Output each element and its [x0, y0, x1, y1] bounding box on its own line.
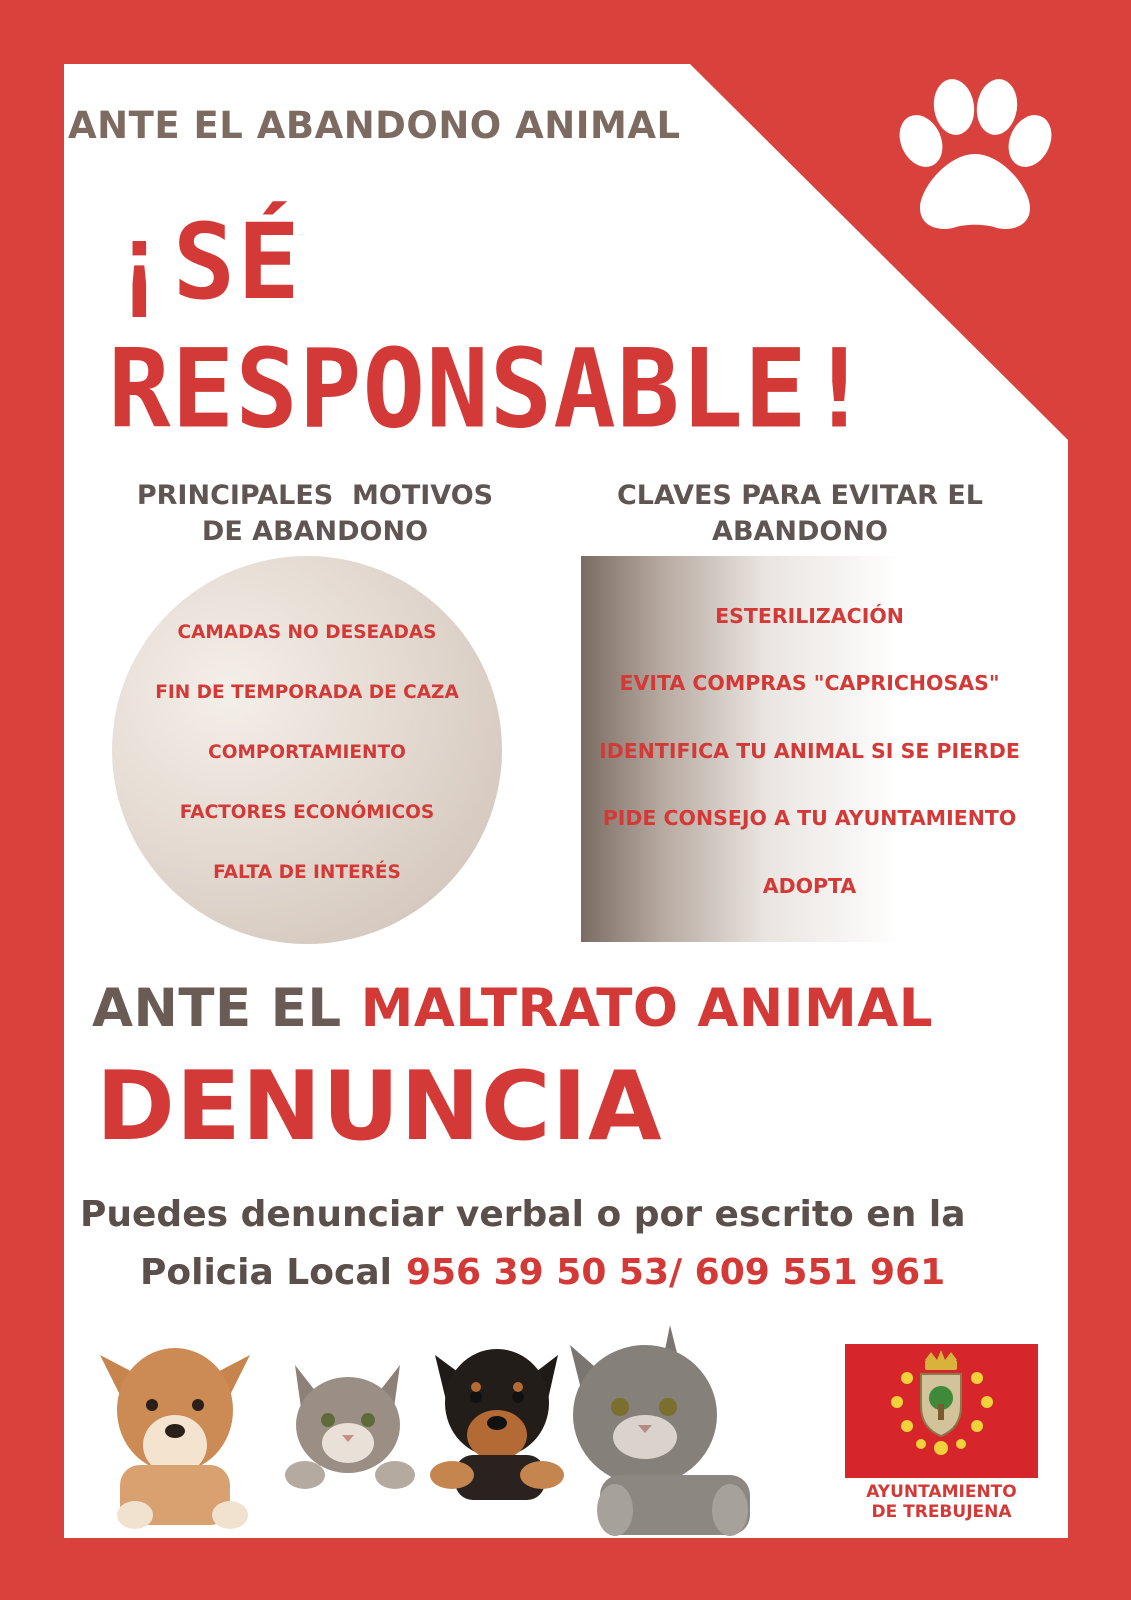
claves-item: IDENTIFICA TU ANIMAL SI SE PIERDE	[599, 739, 1020, 763]
phone-numbers: 956 39 50 53/ 609 551 961	[405, 1252, 946, 1293]
info-line-2	[140, 1252, 945, 1293]
claves-item: ADOPTA	[762, 874, 857, 898]
black-tan-puppy	[430, 1349, 564, 1500]
claves-title-line-2: ABANDONO	[712, 516, 888, 547]
tabby-cat	[285, 1365, 415, 1489]
dogs-and-cats-illustration	[80, 1325, 800, 1540]
denuncia-title: DENUNCIA	[96, 1052, 663, 1162]
claves-item: ESTERILIZACIÓN	[715, 604, 904, 628]
claves-title-line-1: CLAVES PARA EVITAR EL	[616, 480, 983, 511]
motivos-item: FALTA DE INTERÉS	[213, 862, 401, 883]
claves-title	[580, 478, 1020, 550]
motivos-title-line-2: DE ABANDONO	[201, 516, 429, 547]
info-policia: Policia Local	[140, 1252, 392, 1293]
headline-line-1: ¡SÉ	[108, 201, 302, 323]
paw-print-icon	[890, 76, 1060, 236]
info-line-1: Puedes denunciar verbal o por escrito en la	[80, 1194, 966, 1235]
motivos-title	[100, 478, 530, 550]
logo-flag	[845, 1344, 1038, 1478]
maltrato-title	[92, 978, 933, 1039]
ayuntamiento-logo	[845, 1344, 1038, 1534]
gray-cat	[570, 1325, 750, 1536]
logo-line-2: DE TREBUJENA	[871, 1502, 1012, 1522]
claves-item: PIDE CONSEJO A TU AYUNTAMIENTO	[602, 806, 1017, 830]
motivos-item: FIN DE TEMPORADA DE CAZA	[155, 682, 459, 703]
logo-text	[845, 1482, 1038, 1522]
motivos-item: FACTORES ECONÓMICOS	[179, 802, 435, 823]
tan-dog	[100, 1348, 250, 1529]
coat-of-arms-icon	[845, 1344, 1038, 1478]
motivos-item: COMPORTAMIENTO	[208, 742, 406, 763]
maltrato-prefix: ANTE EL	[92, 978, 361, 1039]
logo-line-1: AYUNTAMIENTO	[866, 1482, 1017, 1502]
maltrato-highlight: MALTRATO ANIMAL	[360, 978, 934, 1039]
headline-line-2: RESPONSABLE!	[108, 324, 872, 453]
claves-item: EVITA COMPRAS "CAPRICHOSAS"	[619, 671, 1000, 695]
motivos-title-line-1: PRINCIPALES MOTIVOS	[136, 480, 494, 511]
motivos-item: CAMADAS NO DESEADAS	[177, 622, 437, 643]
headline	[108, 201, 872, 453]
subtitle: ANTE EL ABANDONO ANIMAL	[68, 104, 681, 147]
